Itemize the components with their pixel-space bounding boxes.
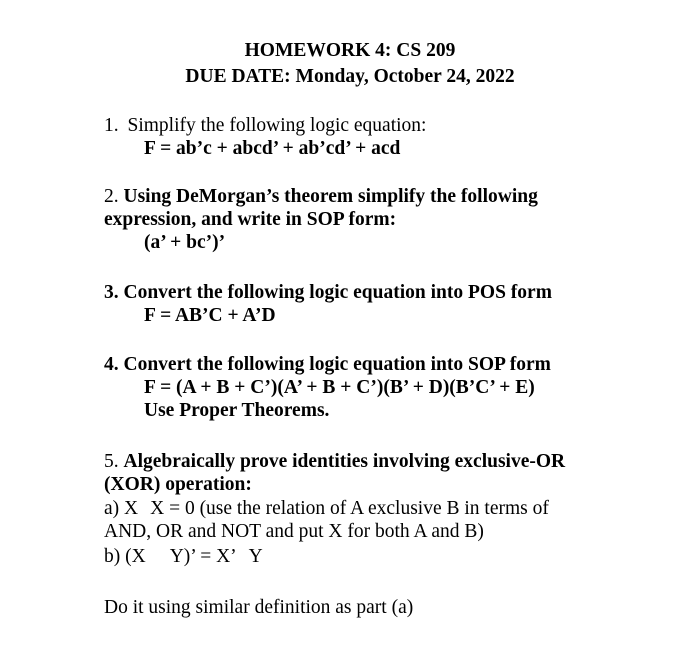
q2-expression: (a’ + bc’)’ <box>144 232 226 253</box>
q2-number: 2. <box>104 186 119 207</box>
due-date: DUE DATE: Monday, October 24, 2022 <box>185 66 515 87</box>
q5-part-b <box>104 545 263 569</box>
q5-part-a-continued: AND, OR and NOT and put X for both A and B) <box>104 521 484 542</box>
q2-line2: expression, and write in SOP form: <box>104 209 397 230</box>
q5-part-a-text: X = 0 (use the relation of A exclusive B in terms of <box>150 498 549 519</box>
q5-line2: (XOR) operation: <box>104 474 252 495</box>
q3-equation: F = AB’C + A’D <box>144 305 276 326</box>
q3-prompt: 3. Convert the following logic equation into POS form <box>104 282 552 303</box>
q4-prompt: 4. Convert the following logic equation into SOP form <box>104 354 551 375</box>
q5-part-b-left: b) (X <box>104 546 146 567</box>
q5-part-b-mid: Y)’ = X’ <box>169 546 237 567</box>
q1-equation: F = ab’c + abcd’ + ab’cd’ + acd <box>144 138 401 159</box>
q5-number: 5. <box>104 451 119 472</box>
homework-title: HOMEWORK 4: CS 209 <box>244 40 456 61</box>
q5-part-a-label: a) X <box>104 498 139 519</box>
closing-instruction: Do it using similar definition as part (a) <box>104 597 414 618</box>
q1-text: Simplify the following logic equation: <box>127 115 427 136</box>
q2-text: Using DeMorgan’s theorem simplify the following <box>123 186 538 207</box>
q1-prompt <box>104 114 426 138</box>
q5-text: Algebraically prove identities involving exclusive-OR <box>123 451 566 472</box>
q5-line1 <box>104 450 565 474</box>
q4-equation: F = (A + B + C’)(A’ + B + C’)(B’ + D)(B’C’ + E) <box>144 377 535 398</box>
q5-part-b-right: Y <box>248 546 263 567</box>
q2-line1 <box>104 185 538 209</box>
q4-note: Use Proper Theorems. <box>144 400 330 421</box>
q1-number: 1. <box>104 115 119 136</box>
q5-part-a <box>104 497 549 521</box>
